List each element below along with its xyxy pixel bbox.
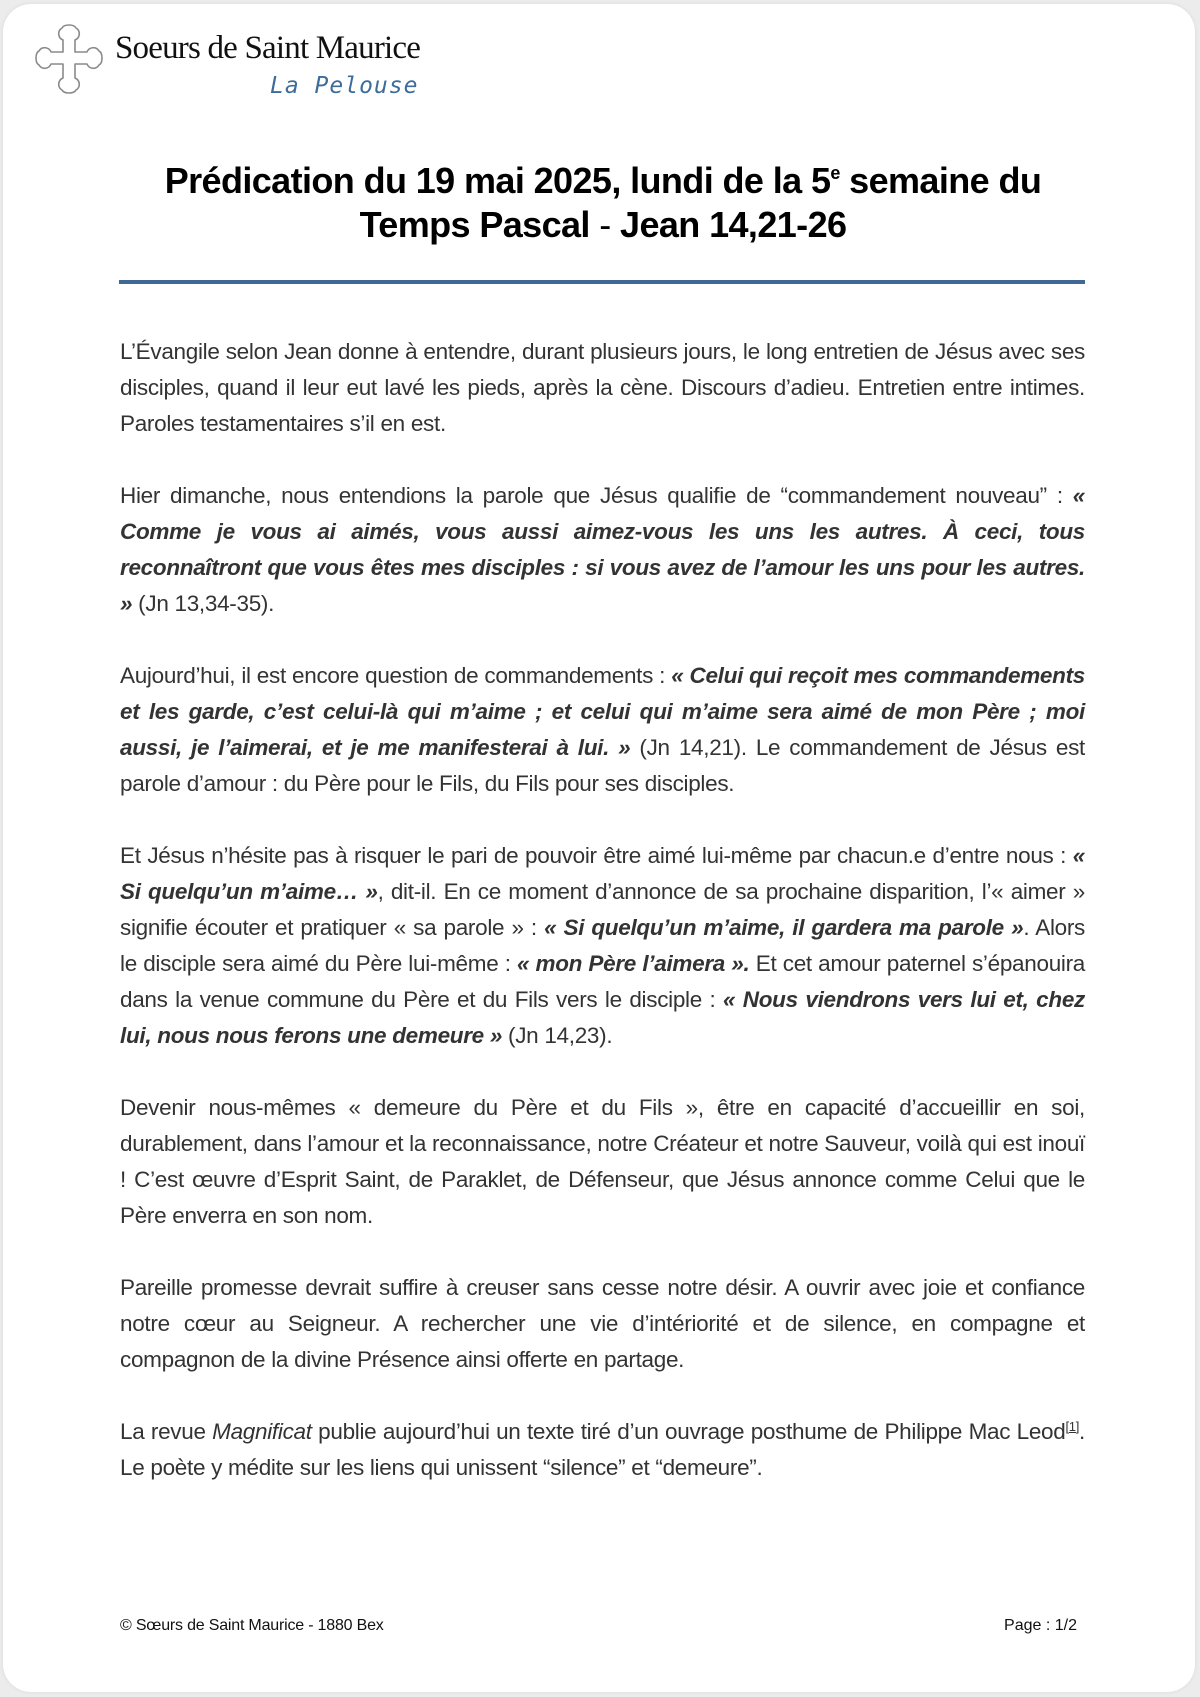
scripture-reference: (Jn 13,34-35). xyxy=(132,591,275,616)
paragraph-text: . Le poète y médite sur les liens qui unissent “silence” et “demeure”. xyxy=(120,1419,1085,1480)
title-text-2: semaine du Temps Pascal xyxy=(359,160,1042,245)
cross-icon xyxy=(30,22,108,104)
paragraph-5 xyxy=(120,1090,1085,1234)
title-text: Prédication du 19 mai 2025, lundi de la 5 xyxy=(164,160,831,201)
paragraph-2 xyxy=(120,478,1085,622)
scripture-quote: « Si quelqu’un m’aime, il gardera ma parole » xyxy=(544,915,1024,940)
paragraph-4 xyxy=(120,838,1085,1054)
footer-copyright: © Sœurs de Saint Maurice - 1880 Bex xyxy=(120,1617,384,1634)
paragraph-text: (Jn 14,21). Le commandement de Jésus est parole d’amour : du Père pour le Fils, du Fils pour ses disciples. xyxy=(120,735,1085,796)
scripture-quote: « Nous viendrons vers lui et, chez lui, nous nous ferons une demeure » xyxy=(120,987,1085,1048)
scripture-quote: « Si quelqu’un m’aime… » xyxy=(120,843,1085,904)
title-divider xyxy=(119,280,1085,284)
paragraph-1 xyxy=(120,334,1085,442)
paragraph-6 xyxy=(120,1270,1085,1378)
paragraph-text: Aujourd’hui, il est encore question de commandements : xyxy=(120,663,672,688)
paragraph-text: La revue xyxy=(120,1419,213,1444)
title-reference: Jean 14,21-26 xyxy=(620,204,847,245)
logo-name: Soeurs de Saint Maurice xyxy=(115,30,421,66)
footnote-link[interactable]: [1] xyxy=(1065,1419,1080,1434)
document-body xyxy=(120,334,1085,1522)
scripture-quote: « mon Père l’aimera ». xyxy=(517,951,750,976)
paragraph-text: Hier dimanche, nous entendions la parole que Jésus qualifie de “commandement nouveau” : xyxy=(120,483,1073,508)
paragraph-text: Et cet amour paternel s’épanouira dans la venue commune du Père et du Fils vers le disciple : xyxy=(120,951,1086,1012)
footer-page-number: Page : 1/2 xyxy=(1004,1617,1077,1634)
paragraph-text: publie aujourd’hui un texte tiré d’un ouvrage posthume de Philippe Mac Leod xyxy=(311,1419,1066,1444)
page-title xyxy=(117,159,1089,247)
title-superscript: e xyxy=(830,163,840,183)
paragraph-7 xyxy=(120,1414,1085,1486)
paragraph-text: Devenir nous-mêmes « demeure du Père et du Fils », être en capacité d’accueillir en soi, durablement, dans l’amour et la reconnaissance, notre Créateur et notre Sauveur, voilà qui est inouï ! C’est œuvre d’Esprit Saint, de Paraklet, de Défenseur, que Jésus annonce comme Celui que le Père enverra en son nom. xyxy=(120,1095,1085,1228)
scripture-quote: « Celui qui reçoit mes commandements et les garde, c’est celui-là qui m’aime ; et celui qui m’aime sera aimé de mon Père ; moi aussi, je l’aimerai, et je me manifesterai à lui. » xyxy=(120,663,1085,760)
paragraph-3 xyxy=(120,658,1085,802)
document-page xyxy=(3,4,1195,1692)
scripture-reference: (Jn 14,23). xyxy=(502,1023,613,1048)
logo xyxy=(30,20,450,108)
paragraph-text: Pareille promesse devrait suffire à creuser sans cesse notre désir. A ouvrir avec joie et confiance notre cœur au Seigneur. A rechercher une vie d’intériorité et de silence, en compagne et compagnon de la divine Présence ainsi offerte en partage. xyxy=(120,1275,1085,1372)
paragraph-text: . Alors le disciple sera aimé du Père lui-même : xyxy=(120,915,1085,976)
title-separator: - xyxy=(589,204,621,245)
paragraph-text: L’Évangile selon Jean donne à entendre, durant plusieurs jours, le long entretien de Jésus avec ses disciples, quand il leur eut lavé les pieds, après la cène. Discours d’adieu. Entretien entre intimes. Paroles testamentaires s’il en est. xyxy=(120,339,1085,436)
scripture-quote: « Comme je vous ai aimés, vous aussi aimez-vous les uns les autres. À ceci, tous reconnaîtront que vous êtes mes disciples : si vous avez de l’amour les uns pour les autres. » xyxy=(120,483,1085,616)
paragraph-text: , dit-il. En ce moment d’annonce de sa prochaine disparition, l’« aimer » signifie écouter et pratiquer « sa parole » : xyxy=(120,879,1085,940)
logo-subtitle: La Pelouse xyxy=(270,73,419,99)
magazine-title: Magnificat xyxy=(212,1419,312,1444)
paragraph-text: Et Jésus n’hésite pas à risquer le pari de pouvoir être aimé lui-même par chacun.e d’entre nous : xyxy=(120,843,1073,868)
